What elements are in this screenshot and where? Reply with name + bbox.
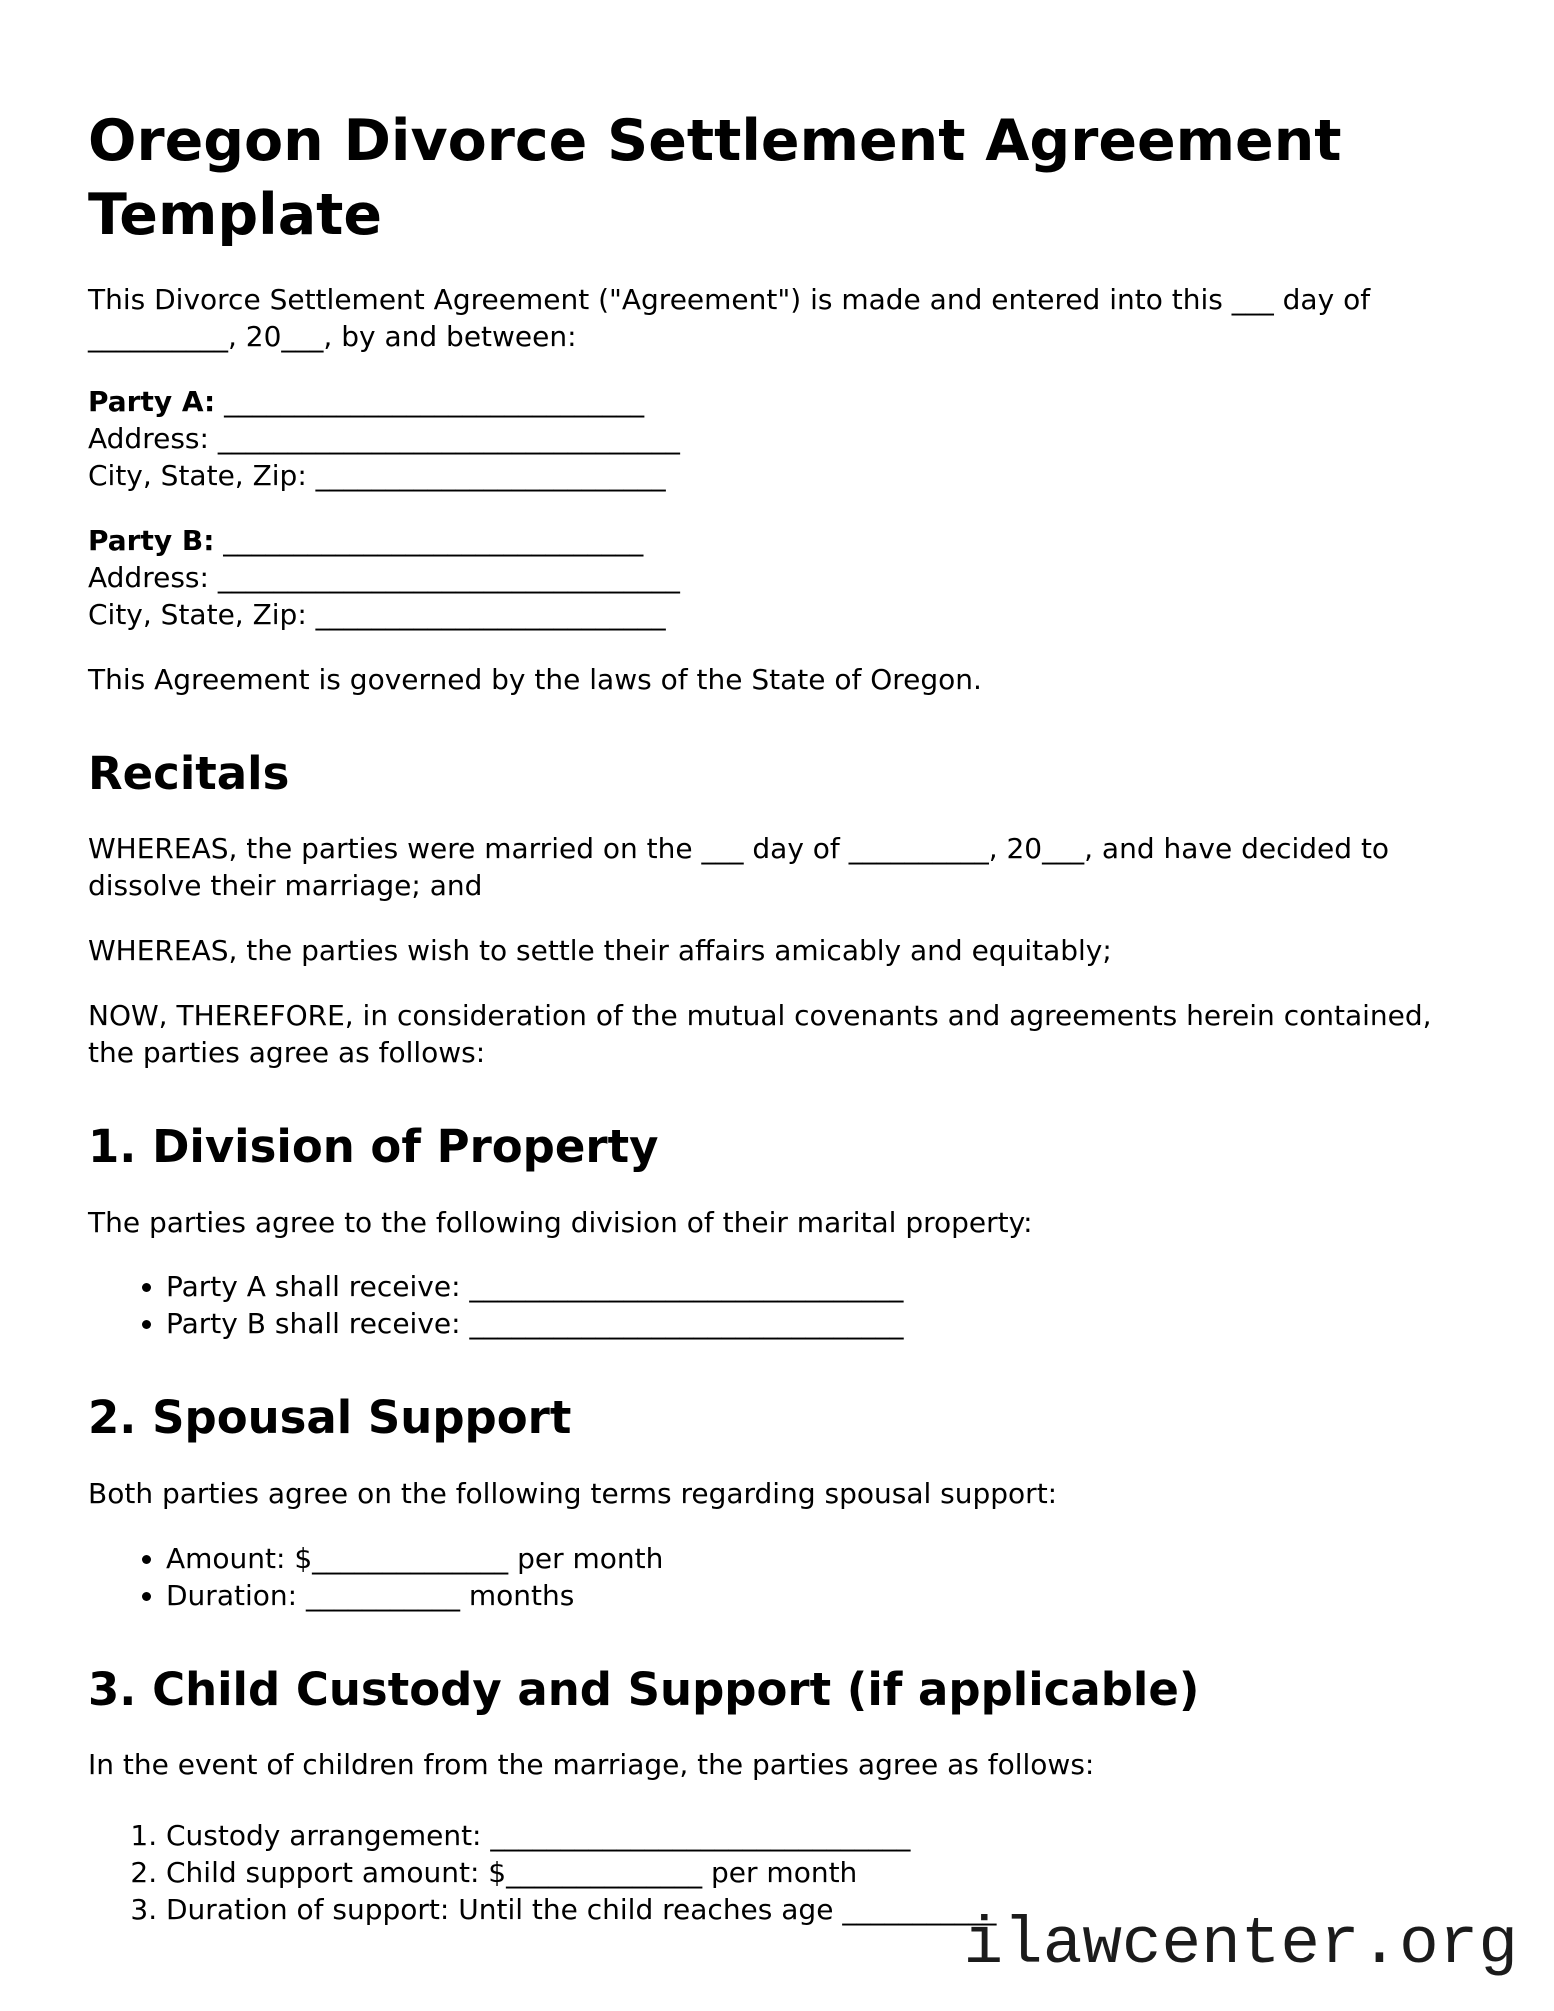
list-item: • Duration: ___________ months [166,1578,1466,1615]
section1-list [88,1269,1466,1343]
party-b-block [88,523,1466,634]
section1-heading: 1. Division of Property [88,1120,659,1174]
list-item: 3. Duration of support: Until the child reaches age ___________ [166,1892,1466,1929]
list-item: • Party A shall receive: _______________________________ [166,1269,1466,1306]
now-therefore-paragraph: NOW, THEREFORE, in consideration of the mutual covenants and agreements herein contained, the parties agree as follows: [88,999,1432,1070]
recitals-heading: Recitals [88,746,290,800]
section3-heading: 3. Child Custody and Support (if applicable) [88,1662,1200,1716]
page-title: Oregon Divorce Settlement Agreement Template [88,108,1342,249]
list-item: • Amount: $______________ per month [166,1541,1466,1578]
section2-list [88,1541,1466,1615]
party-a-name-blank: ______________________________ [215,385,645,419]
party-a-label: Party A: [88,385,216,419]
governing-law-paragraph: This Agreement is governed by the laws of the State of Oregon. [88,662,982,696]
section2-heading: 2. Spousal Support [88,1391,572,1445]
watermark-text: ilawcenter.org [963,1907,1518,1982]
party-a-block [88,384,1466,495]
whereas-amicable-paragraph: WHEREAS, the parties wish to settle their affairs amicably and equitably; [88,934,1112,968]
list-item: 1. Custody arrangement: ______________________________ [166,1818,1466,1855]
whereas-married-paragraph: WHEREAS, the parties were married on the ___ day of __________, 20___, and have decided to dissolve their marriage; and [88,832,1390,903]
section1-intro: The parties agree to the following division of their marital property: [88,1205,1033,1239]
party-a-address-line: Address: _________________________________ [88,422,680,456]
list-item: 2. Child support amount: $______________ per month [166,1855,1466,1892]
party-a-city-line: City, State, Zip: _________________________ [88,459,666,492]
list-item: • Party B shall receive: _______________________________ [166,1306,1466,1343]
intro-paragraph: This Divorce Settlement Agreement ("Agreement") is made and entered into this ___ day of __________, 20___, by and between: [88,283,1371,354]
party-b-city-line: City, State, Zip: _________________________ [88,597,666,631]
party-b-label: Party B: [88,523,215,557]
section3-intro: In the event of children from the marriage, the parties agree as follows: [88,1748,1095,1782]
party-b-name-blank: ______________________________ [214,523,644,557]
section2-intro: Both parties agree on the following terms regarding spousal support: [88,1476,1058,1510]
party-b-address-line: Address: _________________________________ [88,560,680,594]
